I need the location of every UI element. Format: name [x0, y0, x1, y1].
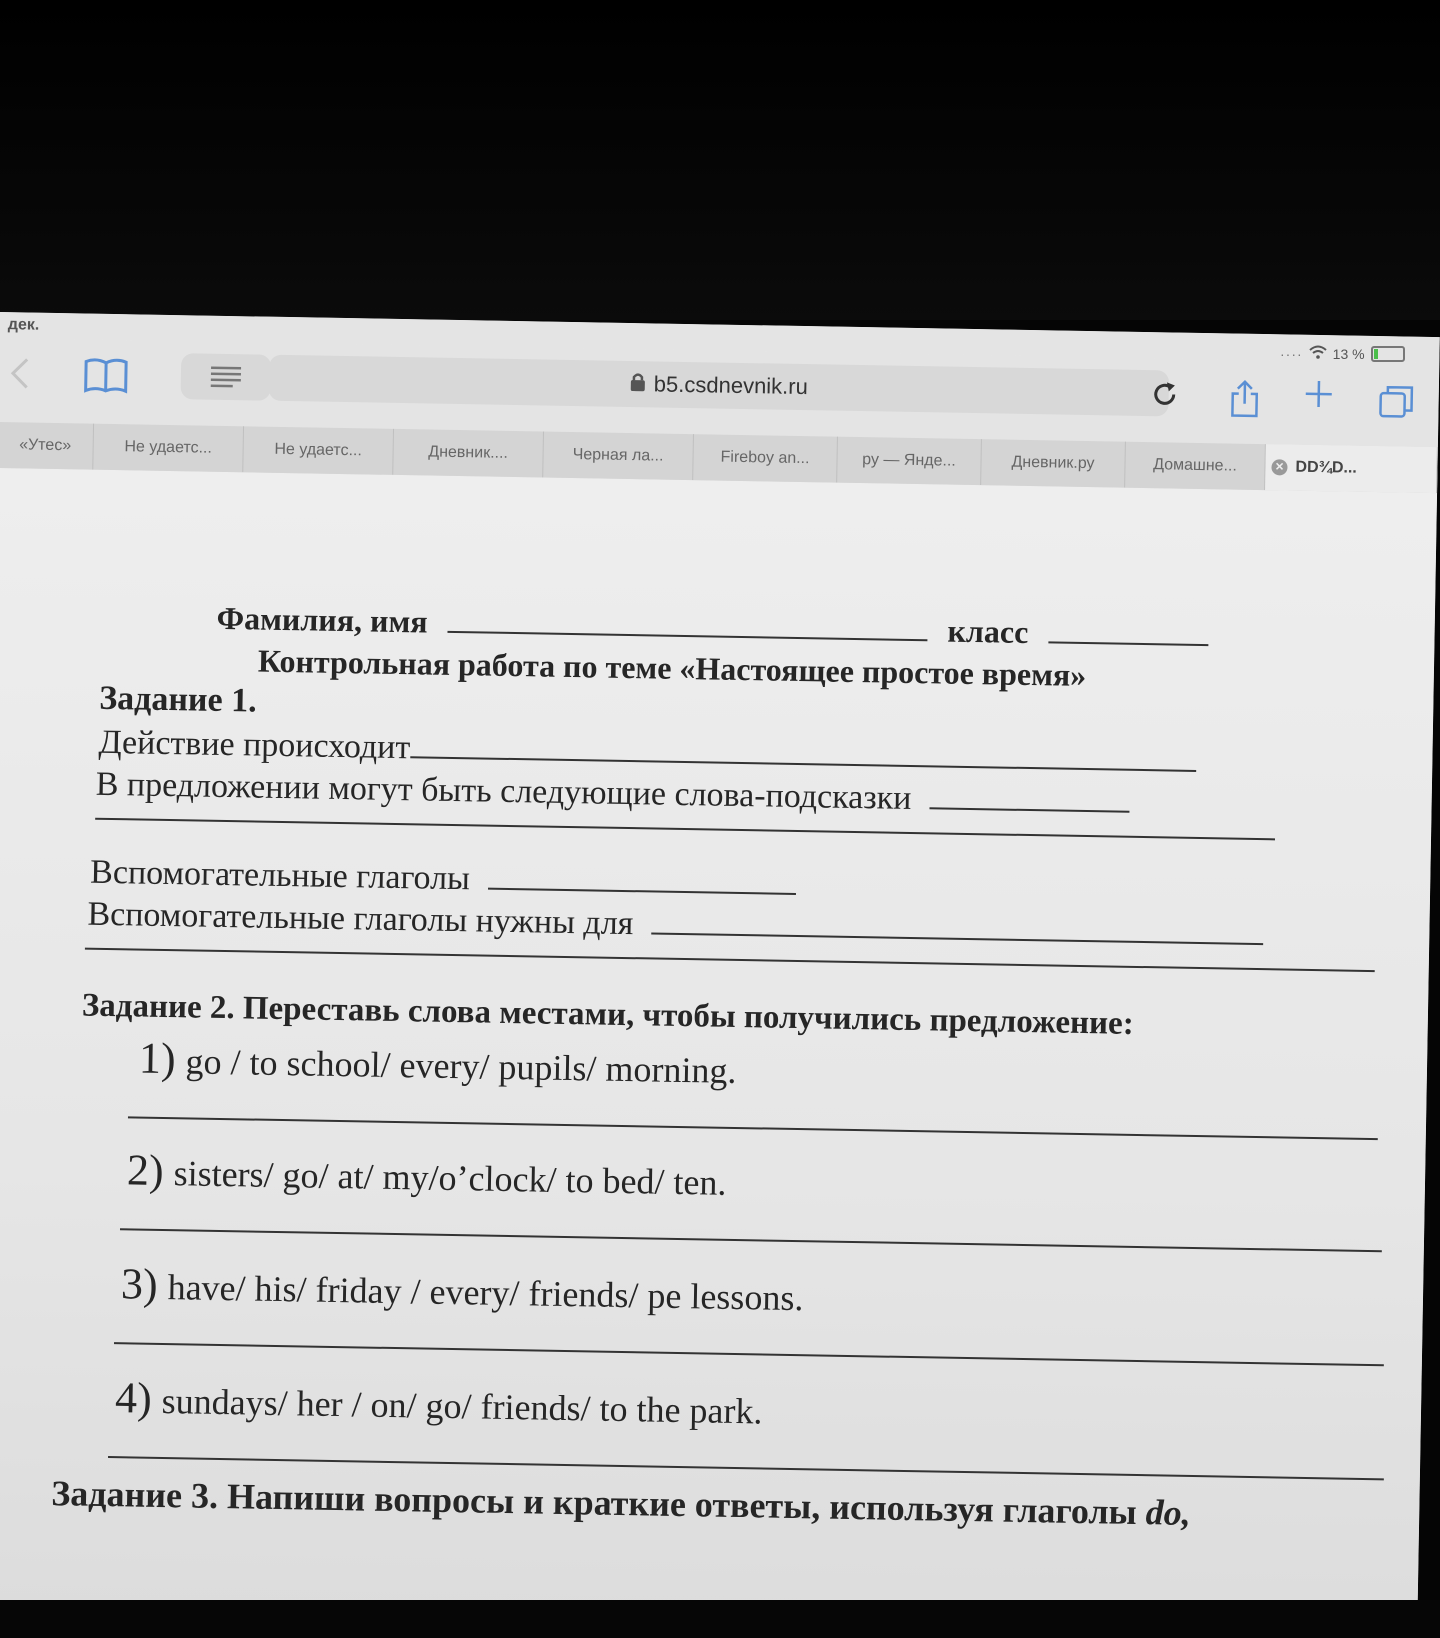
task1-heading: Задание 1. [98, 679, 257, 720]
task1-q2 [95, 765, 1130, 820]
class-blank [1048, 640, 1208, 646]
name-blank [447, 630, 927, 641]
class-label: класс [947, 612, 1029, 650]
exercise-2 [126, 1145, 727, 1203]
signal-icon: ···· [1280, 345, 1303, 362]
exercise-3-number: 3) [120, 1259, 159, 1309]
tab-yandex[interactable]: ру — Янде... [837, 437, 982, 486]
address-bar[interactable] [268, 355, 1169, 417]
task1-q1-blank [410, 755, 1196, 772]
exercise-1-text: go / to school/ every/ pupils/ morning. [185, 1041, 737, 1091]
tab-dnevnik[interactable]: Дневник.... [393, 429, 544, 478]
chevron-left-icon[interactable] [9, 356, 32, 395]
task1-q2-text: В предложении могут быть следующие слова-подсказки [95, 765, 912, 817]
task1-q3 [89, 853, 797, 902]
page-title: Контрольная работа по теме «Настоящее простое время» [257, 642, 1087, 694]
share-icon[interactable] [1228, 379, 1261, 423]
exercise-3 [120, 1259, 804, 1319]
tab-dnevnik-ru[interactable]: Дневник.ру [981, 439, 1126, 488]
task1-q4 [87, 895, 1264, 953]
name-label: Фамилия, имя [216, 599, 428, 640]
url-text: b5.csdnevnik.ru [653, 371, 809, 400]
task1-q2-blank [930, 806, 1130, 812]
exercise-1 [138, 1033, 737, 1091]
reader-icon[interactable] [181, 353, 272, 401]
exercise-3-answer-line [114, 1342, 1384, 1366]
exercise-4 [114, 1373, 763, 1432]
lock-icon [630, 372, 646, 397]
exercise-2-number: 2) [126, 1145, 165, 1195]
task1-q4-extra-blank [85, 948, 1375, 973]
task3-heading-text: Задание 3. Напиши вопросы и краткие ответы, используя глаголы [51, 1473, 1147, 1533]
plus-icon[interactable] [1303, 379, 1334, 416]
reload-icon[interactable] [1150, 380, 1179, 414]
task1-q4-blank [652, 931, 1264, 945]
tabs-icon[interactable] [1378, 384, 1415, 424]
book-icon[interactable] [83, 357, 130, 399]
status-indicators [1280, 345, 1420, 362]
battery-percent: 13 % [1332, 345, 1365, 362]
exercise-2-answer-line [120, 1228, 1382, 1252]
tab-ne-udaetsya-1[interactable]: Не удаетс... [93, 424, 244, 473]
tab-fireboy[interactable]: Fireboy an... [693, 434, 838, 483]
wifi-icon [1309, 345, 1327, 362]
exercise-1-number: 1) [138, 1033, 177, 1084]
task3-heading [51, 1475, 1191, 1531]
task1-q3-text: Вспомогательные глаголы [89, 853, 471, 898]
tab-chernaya[interactable]: Черная ла... [543, 432, 694, 481]
task3-heading-italic: do, [1145, 1492, 1192, 1533]
task1-q4-text: Вспомогательные глаголы нужны для [87, 895, 634, 943]
tab-utes[interactable]: «Утес» [0, 422, 94, 470]
tablet-screen [0, 312, 1440, 1637]
tab-active[interactable]: ✕ DD¾D... [1265, 444, 1438, 493]
task1-q2-extra-blank [95, 818, 1275, 841]
tab-domashnee[interactable]: Домашне... [1125, 442, 1266, 490]
battery-icon [1371, 346, 1405, 362]
tab-ne-udaetsya-2[interactable]: Не удаетс... [243, 426, 394, 475]
task2-heading: Задание 2. Переставь слова местами, чтобы получились предложение: [81, 987, 1135, 1042]
exercise-2-text: sisters/ go/ at/ my/o’clock/ to bed/ ten. [173, 1153, 727, 1203]
exercise-4-number: 4) [114, 1373, 153, 1423]
exercise-4-text: sundays/ her / on/ go/ friends/ to the park. [161, 1380, 763, 1432]
status-time: дек. [7, 316, 40, 334]
task1-q3-blank [488, 887, 796, 895]
document-page [0, 468, 1437, 1637]
exercise-3-text: have/ his/ friday / every/ friends/ pe lessons. [167, 1267, 804, 1319]
background-top [0, 0, 1440, 320]
background-bottom [0, 1600, 1440, 1638]
close-icon[interactable]: ✕ [1271, 459, 1287, 475]
exercise-1-answer-line [128, 1116, 1378, 1140]
task1-q1-text: Действие происходит [98, 723, 411, 767]
